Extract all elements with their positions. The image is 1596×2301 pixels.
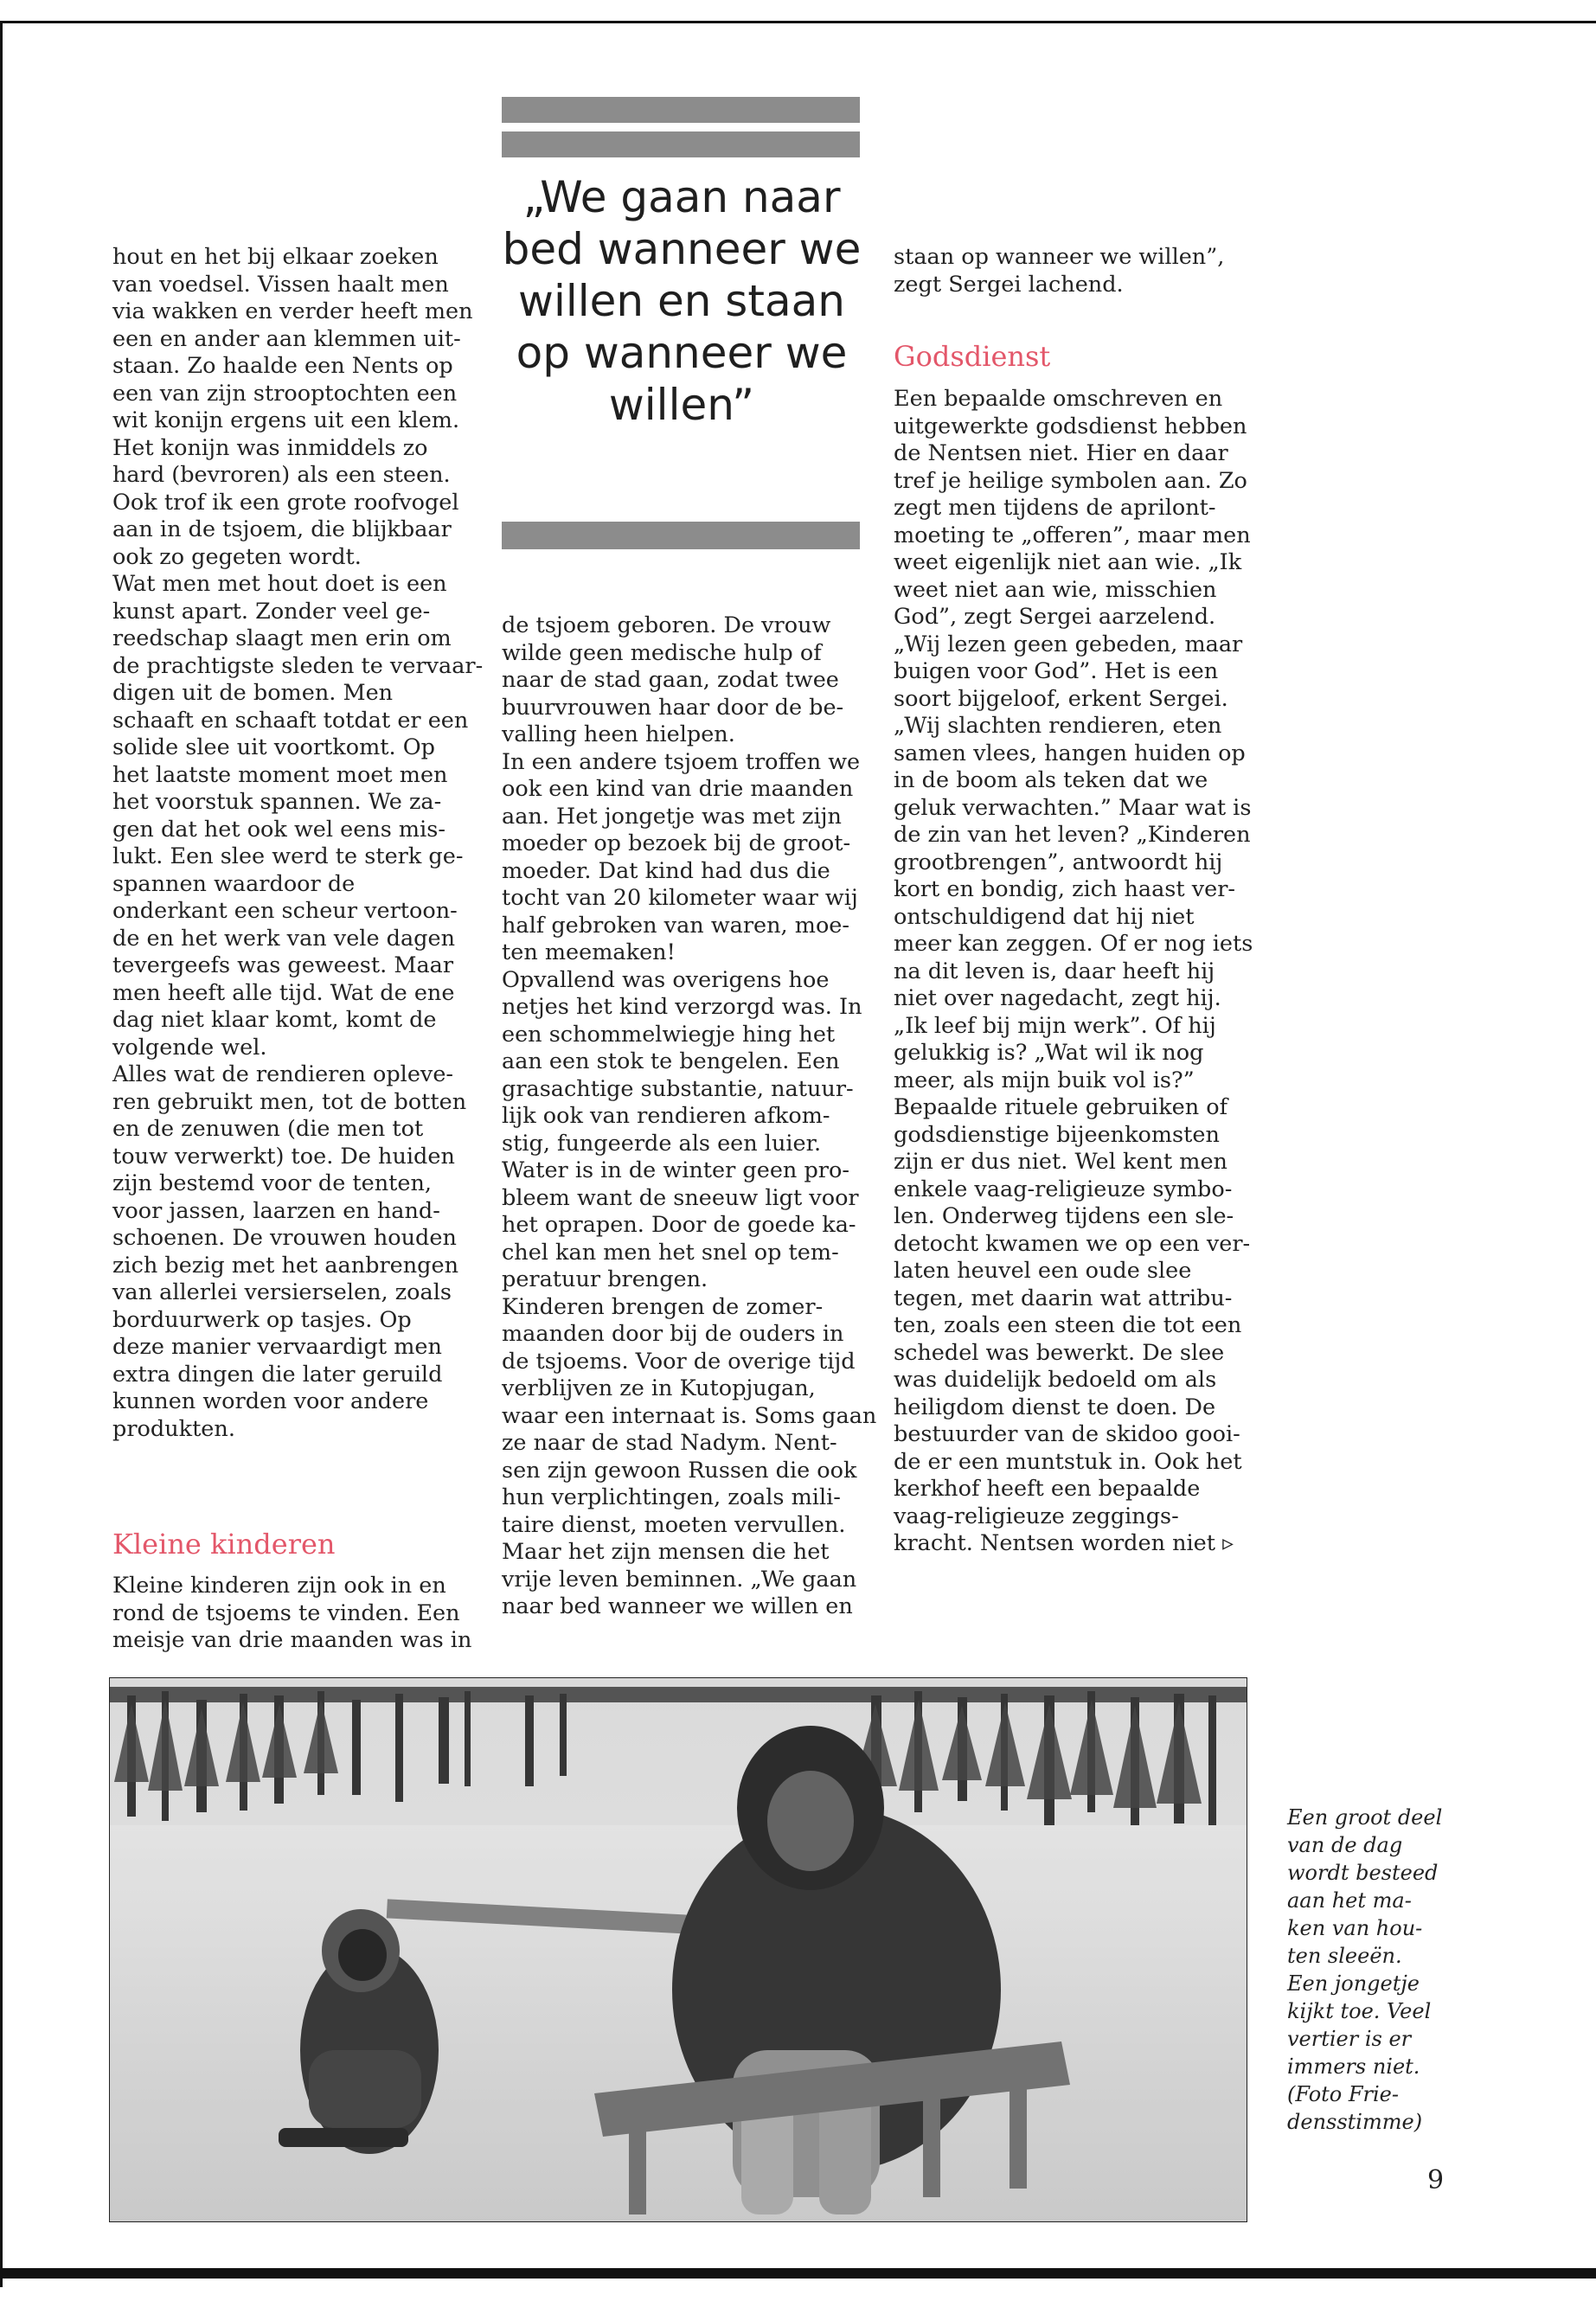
text-line: ze naar de stad Nadym. Nent- (502, 1430, 837, 1456)
text-line: Kleine kinderen zijn ook in en (112, 1573, 446, 1599)
text-line: produkten. (112, 1415, 235, 1442)
text-line: tref je heilige symbolen aan. Zo (894, 467, 1247, 494)
text-line: detocht kwamen we op een ver- (894, 1230, 1251, 1257)
page-top-rule (0, 21, 1596, 23)
text-line: (Foto Frie- (1287, 2082, 1399, 2106)
text-line: zijn er dus niet. Wel kent men (894, 1149, 1227, 1175)
text-line: verblijven ze in Kutopjugan, (502, 1375, 816, 1401)
text-line: godsdienstige bijeenkomsten (894, 1121, 1220, 1148)
text-line: uitgewerkte godsdienst hebben (894, 413, 1247, 439)
text-line: de tsjoems. Voor de overige tijd (502, 1348, 856, 1375)
text-line: Opvallend was overigens hoe (502, 966, 830, 993)
text-line: hout en het bij elkaar zoeken (112, 244, 439, 270)
text-line: tocht van 20 kilometer waar wij (502, 885, 858, 911)
text-line: een schommelwiegje hing het (502, 1021, 836, 1048)
text-line: touw verwerkt) toe. De huiden (112, 1143, 455, 1170)
text-line: lijk ook van rendieren afkom- (502, 1103, 830, 1129)
text-line: Alles wat de rendieren opleve- (112, 1061, 454, 1087)
photo-sled-making (109, 1677, 1247, 2222)
text-line: spannen waardoor de (112, 870, 356, 897)
pullquote-bar-bottom (502, 522, 860, 549)
text-line: maanden door bij de ouders in (502, 1321, 844, 1347)
text-line: vrije leven beminnen. „We gaan (502, 1566, 857, 1593)
text-line: naar de stad gaan, zodat twee (502, 667, 839, 693)
text-line: len. Onderweg tijdens een sle- (894, 1203, 1234, 1229)
text-line: gen dat het ook wel eens mis- (112, 816, 445, 843)
text-line: meer, als mijn buik vol is?” (894, 1067, 1195, 1093)
text-line: zegt Sergei lachend. (894, 271, 1124, 298)
text-line: van de dag (1287, 1833, 1403, 1857)
text-line: Ook trof ik een grote roofvogel (112, 489, 459, 516)
text-line: niet over nagedacht, zegt hij. (894, 985, 1221, 1011)
text-line: ken van hou- (1287, 1916, 1423, 1940)
text-line: ook zo gegeten wordt. (112, 543, 362, 570)
text-line: zegt men tijdens de aprilont- (894, 495, 1216, 521)
text-line: dag niet klaar komt, komt de (112, 1007, 437, 1033)
text-line: extra dingen die later geruild (112, 1361, 443, 1388)
column-3-text (894, 244, 1257, 298)
pull-quote: „We gaan naar bed wanneer we willen en staan op wanneer we willen” (502, 172, 862, 430)
text-line: ten, zoals een steen die tot een (894, 1312, 1242, 1338)
text-line: soort bijgeloof, erkent Sergei. (894, 685, 1228, 712)
text-line: de prachtigste sleden te vervaar- (112, 652, 484, 679)
text-line: meisje van drie maanden was in (112, 1627, 472, 1653)
text-line: zich bezig met het aanbrengen (112, 1252, 459, 1279)
section-heading-godsdienst: Godsdienst (894, 340, 1051, 373)
text-line: wilde geen medische hulp of (502, 639, 822, 666)
text-line: buigen voor God”. Het is een (894, 658, 1219, 684)
pullquote-bar-top-2 (502, 131, 860, 157)
text-line: kijkt toe. Veel (1287, 1999, 1432, 2023)
text-line: ontschuldigend dat hij niet (894, 903, 1195, 930)
text-line: tevergeefs was geweest. Maar (112, 952, 454, 978)
page-number: 9 (1427, 2165, 1445, 2195)
text-line: heiligdom dienst te doen. De (894, 1394, 1216, 1420)
text-line: Maar het zijn mensen die het (502, 1539, 830, 1565)
photo-caption (1287, 1804, 1460, 2136)
text-line: weet niet aan wie, misschien (894, 576, 1217, 603)
text-line: Een jongetje (1287, 1971, 1420, 1996)
text-line: Het konijn was inmiddels zo (112, 434, 428, 461)
text-line: het voorstuk spannen. We za- (112, 789, 442, 815)
text-line: bleem want de sneeuw ligt voor (502, 1184, 859, 1211)
text-line: naar bed wanneer we willen en (502, 1593, 853, 1619)
text-line: In een andere tsjoem troffen we (502, 748, 861, 775)
text-line: kunnen worden voor andere (112, 1388, 429, 1414)
text-line: deze manier vervaardigt men (112, 1334, 442, 1360)
text-line: weet eigenlijk niet aan wie. „Ik (894, 549, 1242, 575)
text-line: lukt. Een slee werd te sterk ge- (112, 843, 464, 869)
text-line: borduurwerk op tasjes. Op (112, 1306, 412, 1333)
text-line: half gebroken van waren, moe- (502, 912, 849, 939)
text-line: Kinderen brengen de zomer- (502, 1293, 824, 1320)
text-line: peratuur brengen. (502, 1266, 708, 1292)
column-3-text-continued (894, 386, 1257, 1558)
text-line: gelukkig is? „Wat wil ik nog (894, 1040, 1204, 1066)
text-line: aan. Het jongetje was met zijn (502, 803, 842, 830)
text-line: taire dienst, moeten vervullen. (502, 1511, 846, 1538)
text-line: de Nentsen niet. Hier en daar (894, 440, 1228, 466)
pullquote-bar-top-1 (502, 97, 860, 123)
text-line: ten sleeën. (1287, 1944, 1402, 1968)
text-line: digen uit de bomen. Men (112, 680, 394, 706)
text-line: zijn bestemd voor de tenten, (112, 1170, 433, 1196)
text-line: stig, fungeerde als een luier. (502, 1130, 822, 1157)
text-line: moeting te „offeren”, maar men (894, 522, 1251, 548)
text-line: aan in de tsjoem, die blijkbaar (112, 516, 452, 542)
page-bottom-rule (0, 2268, 1596, 2279)
text-line: vaag-religieuze zeggings- (894, 1503, 1179, 1529)
text-line: Een groot deel (1287, 1805, 1443, 1830)
text-line: wit konijn ergens uit een klem. (112, 407, 460, 433)
text-line: volgende wel. (112, 1034, 267, 1061)
text-line: solide slee uit voortkomt. Op (112, 734, 435, 760)
text-line: van allerlei versierselen, zoals (112, 1279, 452, 1305)
text-line: bestuurder van de skidoo gooi- (894, 1421, 1240, 1447)
text-line: voor jassen, laarzen en hand- (112, 1197, 440, 1224)
text-line: schoenen. De vrouwen houden (112, 1225, 457, 1251)
text-line: ook een kind van drie maanden (502, 776, 854, 802)
text-line: via wakken en verder heeft men (112, 298, 473, 324)
text-line: staan. Zo haalde een Nents op (112, 353, 453, 379)
text-line: rond de tsjoems te vinden. Een (112, 1599, 460, 1626)
text-line: men heeft alle tijd. Wat de ene (112, 979, 455, 1006)
text-line: tegen, met daarin wat attribu- (894, 1285, 1233, 1311)
text-line: grootbrengen”, antwoordt hij (894, 849, 1223, 875)
text-line: wordt besteed (1287, 1861, 1439, 1885)
text-line: na dit leven is, daar heeft hij (894, 958, 1215, 984)
text-line: sen zijn gewoon Russen die ook (502, 1457, 857, 1484)
text-line: densstimme) (1287, 2110, 1423, 2134)
text-line: was duidelijk bedoeld om als (894, 1367, 1217, 1393)
text-line: geluk verwachten.” Maar wat is (894, 794, 1252, 821)
text-line: ten meemaken! (502, 939, 676, 965)
text-line: het laatste moment moet men (112, 761, 448, 788)
text-line: samen vlees, hangen huiden op (894, 740, 1246, 766)
text-line: Water is in de winter geen pro- (502, 1157, 849, 1183)
text-line: „Wij slachten rendieren, eten (894, 713, 1222, 739)
column-1-text-continued (112, 1573, 472, 1655)
text-line: Een bepaalde omschreven en (894, 386, 1223, 412)
text-line: Wat men met hout doet is een (112, 571, 447, 597)
text-line: chel kan men het snel op tem- (502, 1239, 839, 1266)
text-line: waar een internaat is. Soms gaan (502, 1402, 877, 1429)
text-line: in de boom als teken dat we (894, 767, 1208, 793)
text-line: aan een stok te bengelen. Een (502, 1048, 840, 1074)
text-line: reedschap slaagt men erin om (112, 625, 452, 651)
text-line: meer kan zeggen. Of er nog iets (894, 931, 1253, 957)
text-line: laten heuvel een oude slee (894, 1258, 1192, 1284)
text-line: grasachtige substantie, natuur- (502, 1075, 854, 1102)
section-heading-kleine-kinderen: Kleine kinderen (112, 1528, 336, 1561)
text-line: de er een muntstuk in. Ook het (894, 1448, 1242, 1475)
text-line: hard (bevroren) als een steen. (112, 462, 451, 488)
text-line: „Ik leef bij mijn werk”. Of hij (894, 1012, 1216, 1039)
text-line: Bepaalde rituele gebruiken of (894, 1094, 1228, 1120)
text-line: vertier is er (1287, 2027, 1412, 2051)
text-line: de zin van het leven? „Kinderen (894, 822, 1251, 848)
text-line: kracht. Nentsen worden niet ▹ (894, 1530, 1234, 1556)
text-line: kerkhof heeft een bepaalde (894, 1476, 1201, 1502)
text-line: „Wij lezen geen gebeden, maar (894, 631, 1243, 657)
text-line: hun verplichtingen, zoals mili- (502, 1484, 841, 1510)
text-line: aan het ma- (1287, 1888, 1412, 1913)
text-line: het oprapen. Door de goede ka- (502, 1212, 856, 1238)
text-line: moeder op bezoek bij de groot- (502, 830, 851, 856)
text-line: onderkant een scheur vertoon- (112, 898, 458, 924)
column-1-text (112, 244, 484, 1443)
text-line: een van zijn strooptochten een (112, 380, 458, 407)
text-line: enkele vaag-religieuze symbo- (894, 1176, 1233, 1202)
text-line: schaaft en schaaft totdat er een (112, 707, 469, 734)
text-line: schedel was bewerkt. De slee (894, 1339, 1225, 1366)
text-line: God”, zegt Sergei aarzelend. (894, 604, 1216, 630)
text-line: kort en bondig, zich haast ver- (894, 876, 1236, 902)
text-line: van voedsel. Vissen haalt men (112, 271, 449, 298)
text-line: immers niet. (1287, 2054, 1420, 2079)
page-left-rule (0, 21, 3, 2287)
text-line: een en ander aan klemmen uit- (112, 325, 461, 352)
text-line: en de zenuwen (die men tot (112, 1116, 424, 1142)
text-line: staan op wanneer we willen”, (894, 244, 1225, 270)
text-line: moeder. Dat kind had dus die (502, 857, 830, 884)
text-line: de tsjoem geboren. De vrouw (502, 612, 831, 638)
text-line: ren gebruikt men, tot de botten (112, 1088, 467, 1115)
text-line: de en het werk van vele dagen (112, 925, 456, 952)
text-line: kunst apart. Zonder veel ge- (112, 598, 431, 625)
text-line: netjes het kind verzorgd was. In (502, 994, 862, 1020)
column-2-text (502, 612, 877, 1621)
text-line: valling heen hielpen. (502, 721, 735, 747)
text-line: buurvrouwen haar door de be- (502, 694, 844, 721)
